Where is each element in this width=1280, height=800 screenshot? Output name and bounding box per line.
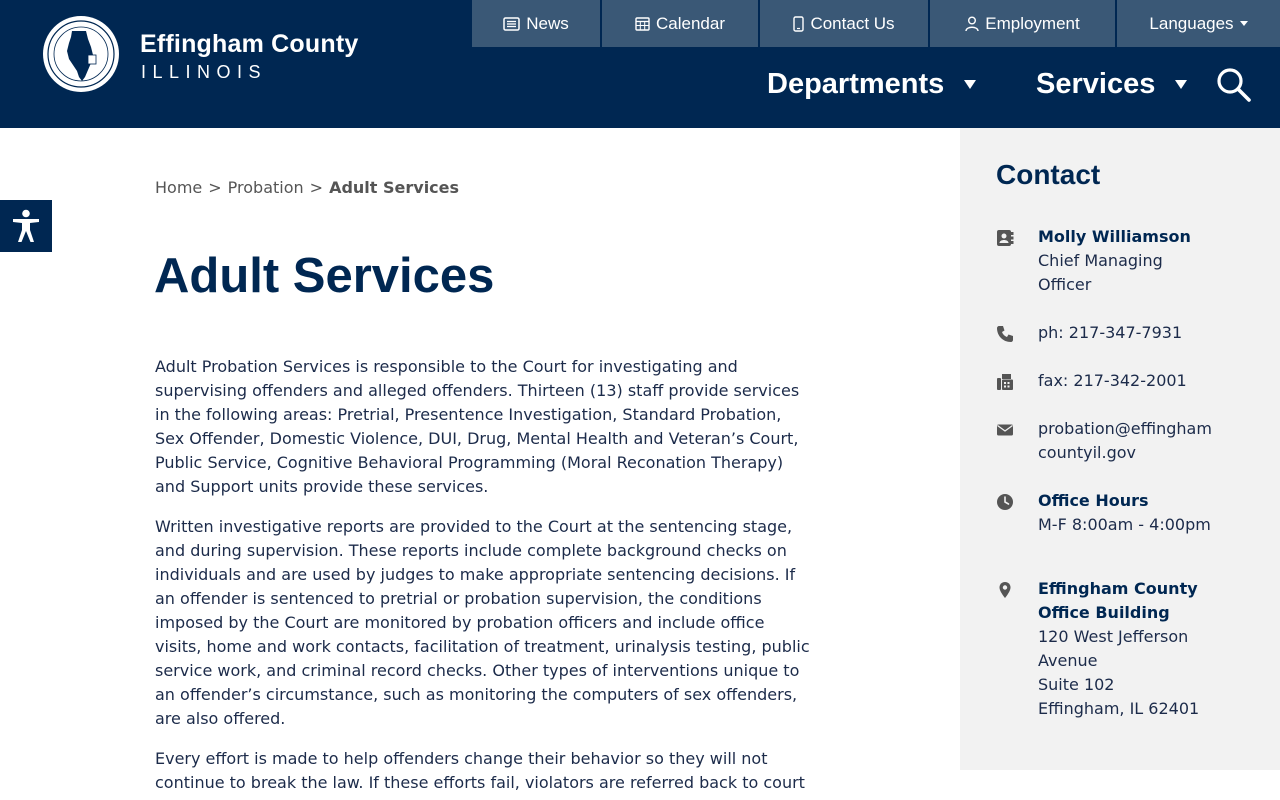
contact-address [996, 577, 1266, 721]
contact-phone-link[interactable]: ph: 217-347-7931 [1038, 323, 1183, 342]
topbar-calendar-link[interactable] [602, 0, 760, 47]
topbar-contact-link[interactable] [760, 0, 930, 47]
topbar-news-label: News [526, 13, 569, 33]
page-title: Adult Services [154, 249, 495, 303]
nav-departments-label: Departments [767, 67, 945, 100]
topbar-news-link[interactable] [472, 0, 602, 47]
breadcrumb-probation-link[interactable]: Probation [227, 178, 304, 197]
phone-icon [793, 16, 804, 32]
content-paragraph: Every effort is made to help offenders change their behavior so they will not continue to break the law. If these efforts fail, violators are referred back to court [155, 749, 805, 792]
caret-down-icon [964, 80, 976, 89]
contact-email-line2: countyil.gov [1038, 443, 1136, 462]
contact-address-line2: Avenue [1038, 651, 1098, 670]
contact-address-line4: Effingham, IL 62401 [1038, 699, 1200, 718]
sidebar-title: Contact [996, 159, 1101, 190]
clock-icon [996, 493, 1014, 511]
contact-hours-value: M-F 8:00am - 4:00pm [1038, 515, 1211, 534]
contact-role-line2: Officer [1038, 275, 1092, 294]
breadcrumb-current: Adult Services [329, 178, 460, 197]
contact-address-line3: Suite 102 [1038, 675, 1115, 694]
envelope-icon [996, 421, 1014, 439]
content-paragraph: Adult Probation Services is responsible to the Court for investigating and supervising offenders and alleged offenders. Thirteen (13) staff provide services in the following areas: Pretrial, Presentence Investigation, Standard Probation, Sex Offender, Domestic Violence, DUI, Drug, Mental Health and Veteran’s Court, Public Service, Cognitive Behavioral Programming (Moral Reconation Therapy) and Support units provide these services. [155, 357, 800, 496]
phone-icon [996, 325, 1014, 343]
breadcrumb-separator: > [208, 178, 222, 197]
brand-state: ILLINOIS [141, 62, 268, 82]
contact-person [996, 225, 1266, 297]
calendar-icon [635, 16, 650, 31]
fax-icon [996, 373, 1014, 391]
topbar-languages-label: Languages [1149, 13, 1234, 33]
breadcrumb-home-link[interactable]: Home [155, 178, 203, 197]
nav-services-label: Services [1036, 67, 1156, 100]
newspaper-icon [503, 17, 520, 31]
address-book-icon [996, 229, 1014, 247]
contact-name: Molly Williamson [1038, 227, 1191, 246]
accessibility-icon [11, 209, 41, 243]
accessibility-toolbar-button[interactable] [0, 200, 52, 252]
content-paragraph: Written investigative reports are provided to the Court at the sentencing stage, and during supervision. These reports include complete background checks on individuals and are used by judges to make appropriate sentencing decisions. If an offender is sentenced to pretrial or probation supervision, the conditions imposed by the Court are monitored by probation officers and include office visits, home and work contacts, facilitation of treatment, urinalysis testing, public service work, and criminal record checks. Other types of interventions unique to an offender’s circumstance, such as monitoring the computers of sex offenders, are also offered. [155, 517, 810, 728]
caret-down-icon [1175, 80, 1187, 89]
contact-building-line1: Effingham County [1038, 579, 1198, 598]
map-marker-icon [996, 581, 1014, 599]
contact-fax-value: fax: 217-342-2001 [1038, 371, 1187, 390]
topbar-employment-link[interactable] [930, 0, 1117, 47]
nav-departments[interactable] [767, 62, 976, 106]
contact-phone [996, 321, 1266, 345]
breadcrumb [155, 178, 459, 197]
contact-building-line2: Office Building [1038, 603, 1170, 622]
brand-name[interactable]: Effingham County [140, 30, 359, 58]
contact-hours [996, 489, 1266, 537]
topbar-calendar-label: Calendar [656, 13, 725, 33]
nav-services[interactable] [1036, 62, 1187, 106]
contact-fax [996, 369, 1266, 393]
breadcrumb-separator: > [309, 178, 324, 197]
contact-email-link[interactable] [1038, 417, 1266, 465]
caret-down-icon [1240, 21, 1248, 26]
topbar-employment-label: Employment [985, 13, 1080, 33]
contact-email [996, 417, 1266, 465]
utility-nav [472, 0, 1280, 47]
user-icon [965, 16, 979, 32]
contact-role-line1: Chief Managing [1038, 251, 1163, 270]
county-seal-logo[interactable] [42, 15, 120, 93]
contact-email-line1: probation@effingham [1038, 419, 1212, 438]
search-icon[interactable] [1216, 67, 1252, 103]
topbar-contact-label: Contact Us [810, 13, 895, 33]
topbar-languages-dropdown[interactable] [1117, 0, 1280, 47]
contact-sidebar [960, 128, 1280, 770]
main-content [155, 355, 815, 800]
contact-hours-title: Office Hours [1038, 491, 1149, 510]
site-header [0, 0, 1280, 128]
contact-address-line1: 120 West Jefferson [1038, 627, 1189, 646]
